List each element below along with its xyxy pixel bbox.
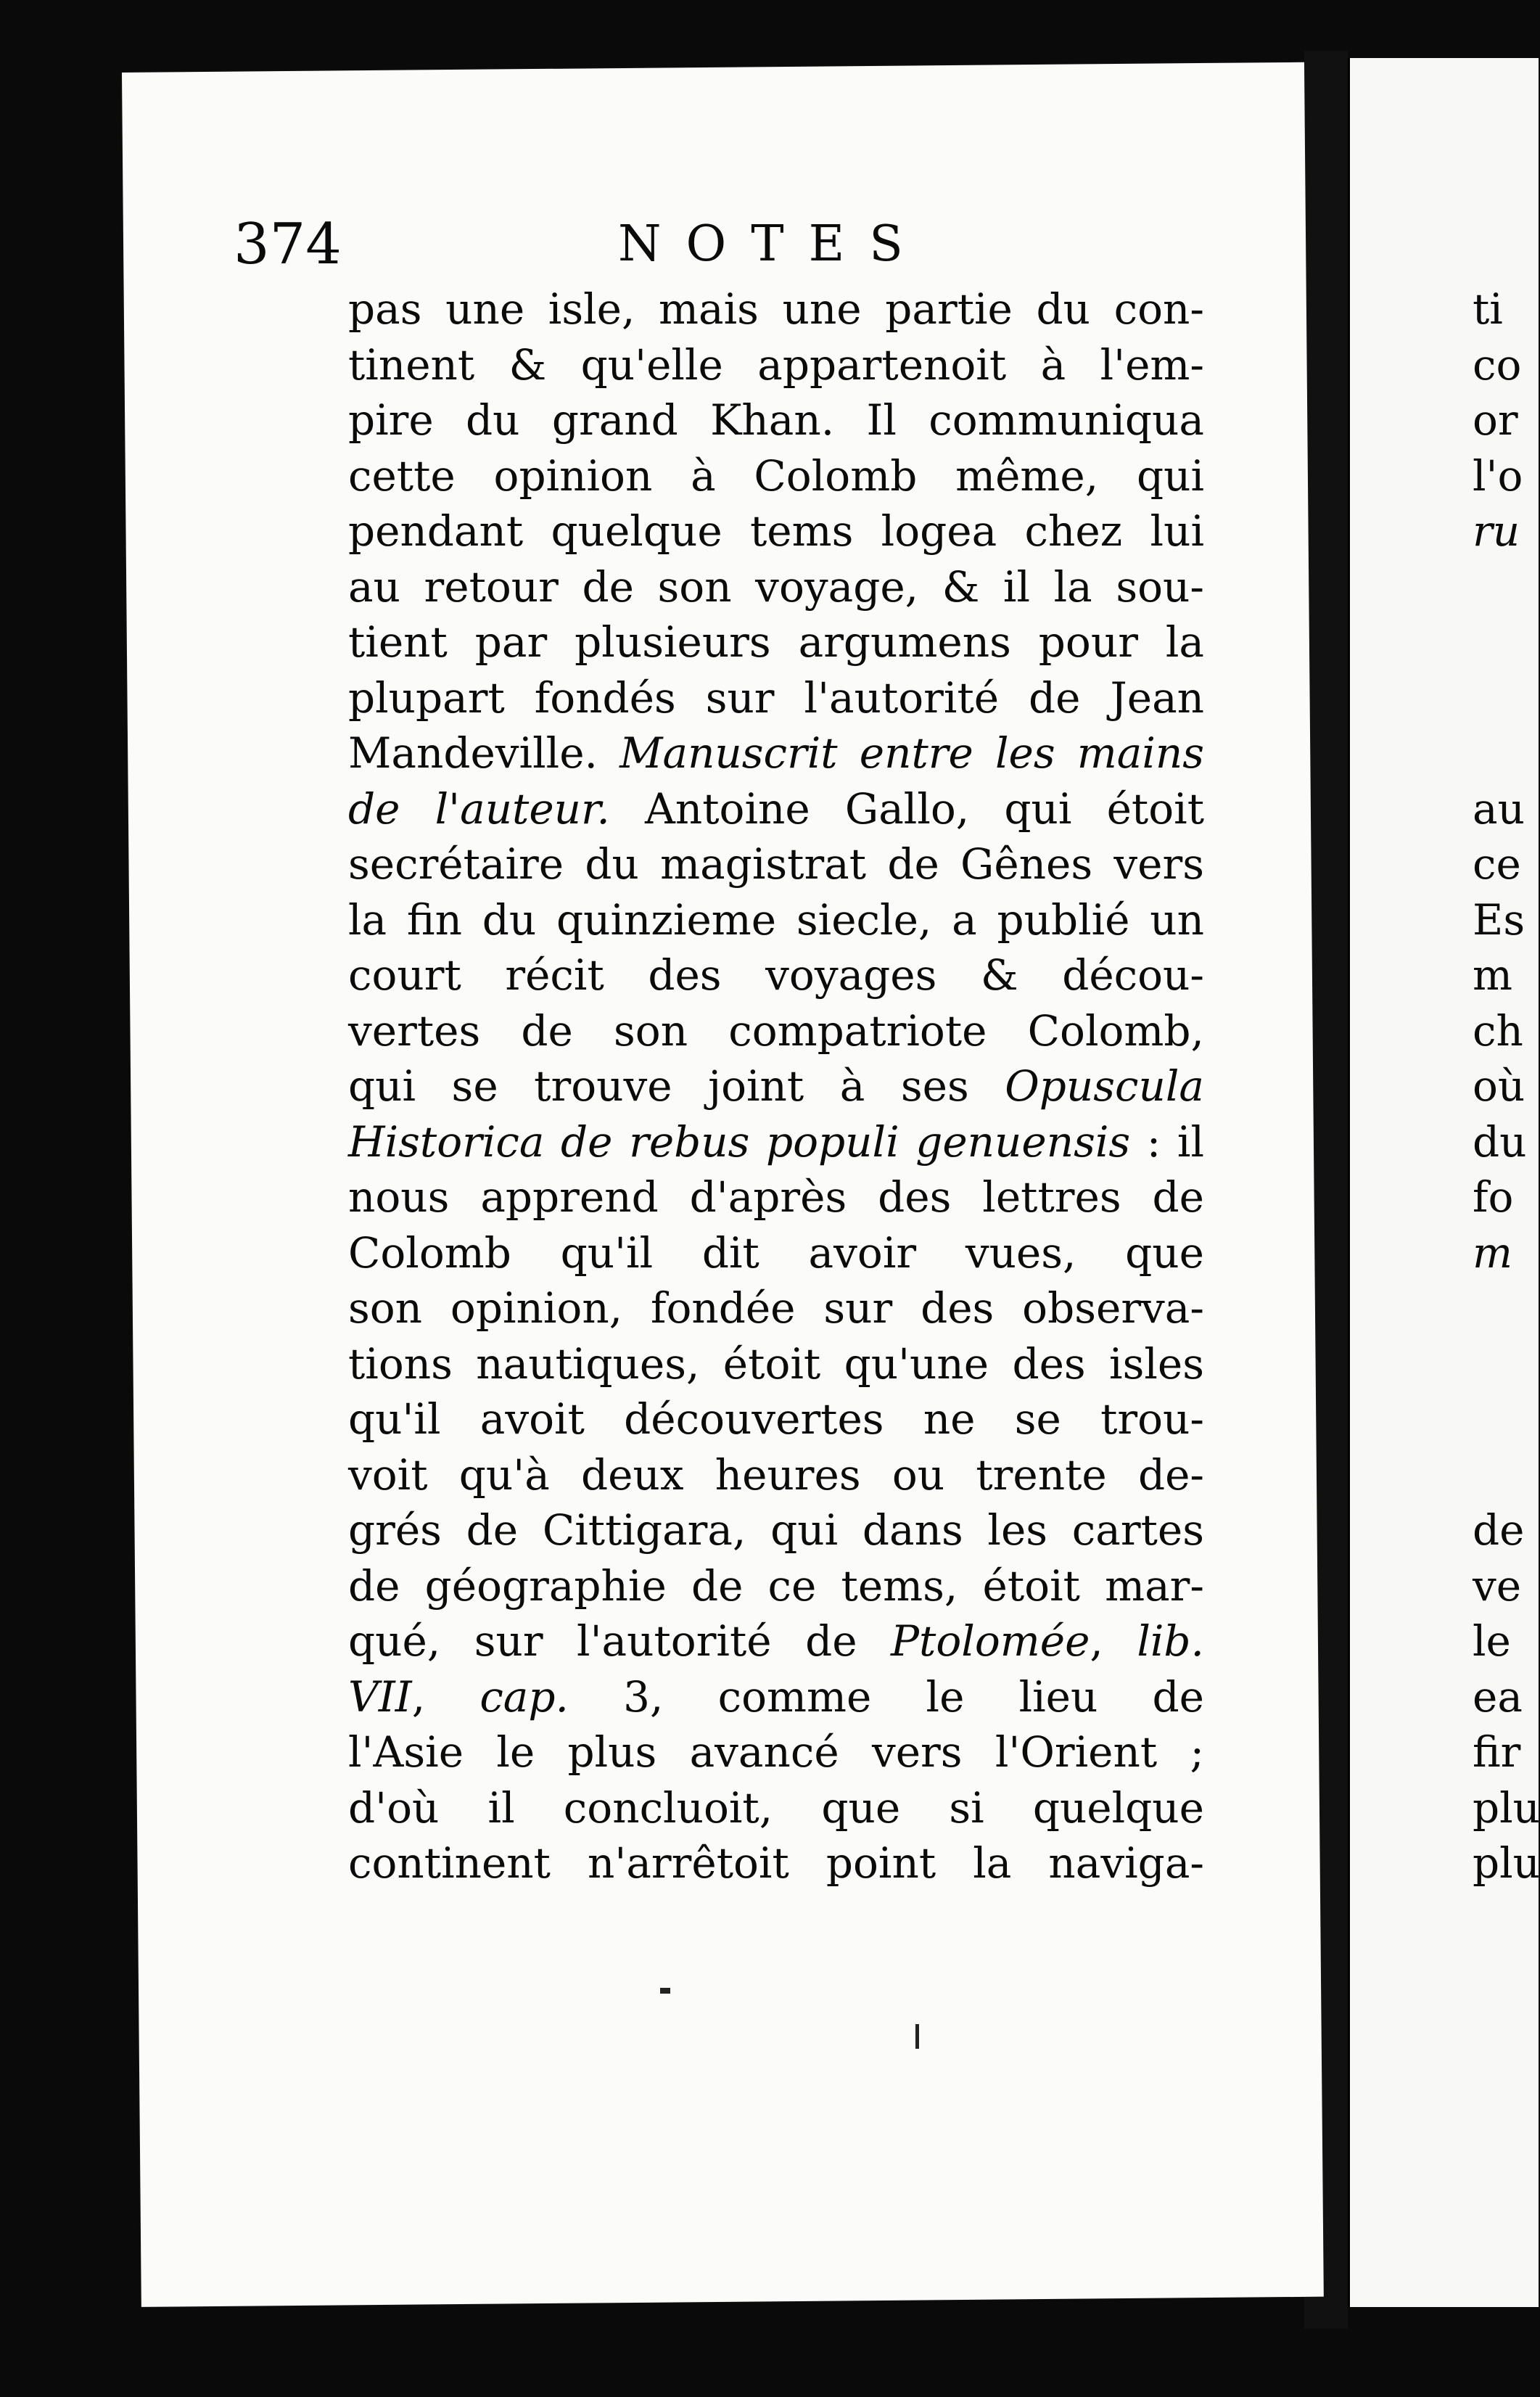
right-page-fragment: or <box>1473 395 1518 445</box>
text-line <box>348 503 1204 559</box>
text-segment: de géographie de ce tems, étoit mar- <box>348 1561 1204 1611</box>
text-segment: tions nautiques, étoit qu'une des isles <box>348 1339 1204 1389</box>
italic-text: Historica de rebus populi genuensis <box>348 1117 1131 1167</box>
right-page-fragment <box>1473 670 1529 726</box>
right-page-fragment <box>1473 1280 1529 1336</box>
italic-text: Ptolomée <box>891 1616 1090 1666</box>
text-line <box>348 1780 1204 1836</box>
text-segment: 3, comme le lieu de <box>568 1672 1204 1722</box>
right-page-fragment: m <box>1473 950 1512 1000</box>
right-page-fragment: fo <box>1473 1172 1514 1222</box>
italic-text: cap. <box>479 1672 569 1722</box>
text-line <box>348 281 1204 337</box>
page-number: 374 <box>234 212 342 277</box>
text-segment: , <box>1090 1616 1137 1666</box>
text-line <box>348 392 1204 448</box>
text-segment: voit qu'à deux heures ou trente de- <box>348 1450 1204 1500</box>
page-header <box>234 205 1177 284</box>
right-page-fragment <box>1473 1391 1529 1447</box>
ink-speck <box>915 2024 919 2049</box>
text-line <box>348 1724 1204 1780</box>
text-line <box>348 670 1204 726</box>
text-line <box>348 1003 1204 1059</box>
right-page-text-fragments <box>1473 281 1540 1891</box>
text-segment: cette opinion à Colomb même, qui <box>348 451 1204 501</box>
right-page-fragment: de <box>1473 1505 1525 1555</box>
ink-speck <box>660 1988 670 1994</box>
text-segment: court récit des voyages & décou- <box>348 950 1204 1000</box>
text-segment: grés de Cittigara, qui dans les cartes <box>348 1505 1204 1555</box>
text-segment: Colomb qu'il dit avoir vues, que <box>348 1228 1204 1278</box>
text-segment: pas une isle, mais une partie du con- <box>348 284 1204 334</box>
text-line <box>348 1558 1204 1614</box>
italic-text: Manuscrit entre les mains <box>619 728 1204 778</box>
right-page-fragment: ce <box>1473 839 1521 889</box>
text-line <box>348 1835 1204 1891</box>
text-line <box>348 1669 1204 1725</box>
text-segment: pendant quelque tems logea chez lui <box>348 506 1204 556</box>
right-page-fragment: plu <box>1473 1838 1540 1888</box>
text-line <box>348 1280 1204 1336</box>
right-page-fragment: le <box>1473 1616 1511 1666</box>
text-segment: au retour de son voyage, & il la sou- <box>348 562 1204 612</box>
text-line <box>348 1502 1204 1558</box>
text-segment: tient par plusieurs argumens pour la <box>348 617 1204 667</box>
right-page-fragment <box>1473 614 1529 670</box>
italic-text: VII <box>348 1672 412 1722</box>
text-segment: , <box>411 1672 480 1722</box>
text-segment: plupart fondés sur l'autorité de Jean <box>348 673 1204 723</box>
right-page-fragment: du <box>1473 1117 1527 1167</box>
text-segment: continent n'arrêtoit point la naviga- <box>348 1838 1204 1888</box>
text-line <box>348 892 1204 948</box>
text-line <box>348 337 1204 393</box>
text-segment: d'où il concluoit, que si quelque <box>348 1783 1204 1833</box>
text-segment: secrétaire du magistrat de Gênes vers <box>348 839 1204 889</box>
text-segment: Antoine Gallo, qui étoit <box>609 784 1205 834</box>
text-segment: qué, sur l'autorité de <box>348 1616 892 1666</box>
text-line <box>348 614 1204 670</box>
text-line <box>348 1225 1204 1281</box>
italic-text: Opuscula <box>1005 1061 1204 1111</box>
right-page-fragment: au <box>1473 784 1525 834</box>
text-line <box>348 725 1204 781</box>
right-page-fragment: ch <box>1473 1006 1523 1056</box>
right-page-fragment: ti <box>1473 284 1503 334</box>
right-page-fragment: ve <box>1473 1561 1522 1611</box>
right-page-fragment: ru <box>1473 506 1520 556</box>
right-page-fragment <box>1473 559 1529 615</box>
text-segment: pire du grand Khan. Il communiqua <box>348 395 1204 445</box>
text-segment: l'Asie le plus avancé vers l'Orient ; <box>348 1727 1204 1777</box>
text-segment: son opinion, fondée sur des observa- <box>348 1283 1204 1333</box>
right-page-fragment: fir <box>1473 1727 1521 1777</box>
right-page-fragment: Es <box>1473 895 1525 945</box>
text-line <box>348 1447 1204 1503</box>
text-line <box>348 1169 1204 1225</box>
italic-text: de l'auteur. <box>348 784 610 834</box>
text-line <box>348 947 1204 1003</box>
text-segment: nous apprend d'après des lettres de <box>348 1172 1204 1222</box>
text-line <box>348 1114 1204 1170</box>
text-segment: qu'il avoit découvertes ne se trou- <box>348 1394 1204 1444</box>
right-page-fragment: où <box>1473 1061 1525 1111</box>
text-line <box>348 448 1204 504</box>
right-page-fragment: ea <box>1473 1672 1523 1722</box>
text-segment: Mandeville. <box>348 728 620 778</box>
italic-text: lib. <box>1137 1616 1204 1666</box>
text-line <box>348 559 1204 615</box>
text-segment: tinent & qu'elle appartenoit à l'em- <box>348 340 1204 390</box>
text-segment: : il <box>1130 1117 1204 1167</box>
text-line <box>348 1391 1204 1447</box>
right-page-fragment <box>1473 1336 1529 1392</box>
text-line <box>348 1058 1204 1114</box>
running-title: NOTES <box>618 215 928 273</box>
right-page-fragment: plu <box>1473 1783 1540 1833</box>
right-page-fragment: co <box>1473 340 1522 390</box>
right-page-fragment <box>1473 725 1529 781</box>
text-segment: vertes de son compatriote Colomb, <box>348 1006 1204 1056</box>
text-line <box>348 1336 1204 1392</box>
right-page-fragment: m <box>1473 1228 1512 1278</box>
text-line <box>348 1613 1204 1669</box>
body-text <box>348 281 1204 1891</box>
text-line <box>348 781 1204 837</box>
text-line <box>348 836 1204 892</box>
right-page-fragment <box>1473 1447 1529 1503</box>
text-segment: la fin du quinzieme siecle, a publié un <box>348 895 1204 945</box>
text-segment: qui se trouve joint à ses <box>348 1061 1005 1111</box>
right-page-fragment: l'o <box>1473 451 1523 501</box>
